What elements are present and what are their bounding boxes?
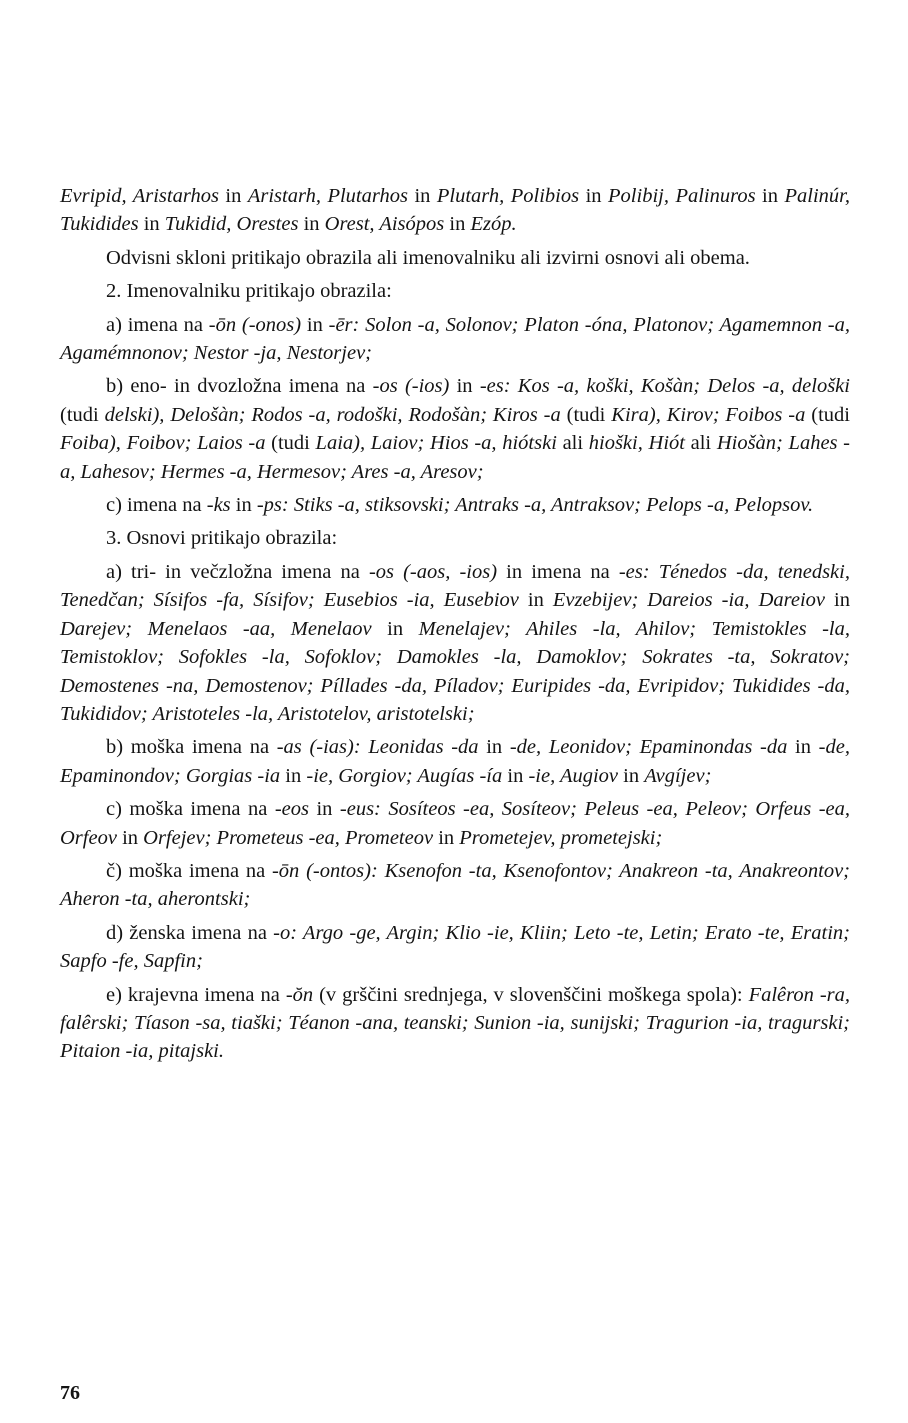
paragraph <box>60 182 850 239</box>
text-run: č) moška imena na <box>106 859 272 882</box>
italic-term: Palinúr, Tukidides <box>60 185 850 236</box>
text-run: (tudi <box>265 432 316 455</box>
italic-term: Prometejev, prometejski; <box>459 826 663 849</box>
paragraph <box>60 857 850 914</box>
text-run: in <box>579 185 609 207</box>
paragraph <box>60 372 850 486</box>
text-run: in <box>308 798 340 821</box>
text-run: in <box>518 589 553 612</box>
text-run: c) imena na <box>106 494 207 517</box>
paragraph <box>60 244 850 272</box>
italic-term: -eus: Sosíteos -ea, Sosíteov; Peleus -ea, Peleov; Orfeus -ea, Orfeov <box>60 798 850 849</box>
text-run: (tudi <box>60 403 105 426</box>
text-run: in <box>755 185 785 207</box>
text-run: a) imena na <box>106 313 209 336</box>
text-run: in <box>502 764 529 787</box>
italic-term: Plutarh, Polibios <box>436 185 580 207</box>
text-run: d) ženska imena na <box>106 921 274 944</box>
text-run: Odvisni skloni pritikajo obrazila ali imenovalniku ali izvirni osnovi ali obema. <box>106 246 750 269</box>
text-run: in <box>230 494 257 517</box>
text-run: b) moška imena na <box>106 736 277 759</box>
text-run: in <box>618 764 645 787</box>
italic-term: -os (-aos, -ios) <box>368 560 498 583</box>
text-run: 3. Osnovi pritikajo obrazila: <box>106 527 338 550</box>
italic-term: -ie, Augiov <box>528 764 619 787</box>
paragraph <box>60 795 850 852</box>
italic-term: -ōn (-ontos): Ksenofon -ta, Ksenofontov; Anakreon -ta, Anakreontov; Aheron -ta, aherontski; <box>60 859 851 911</box>
italic-term: -ps: Stiks -a, stiksovski; Antraks -a, Antraksov; Pelops -a, Pelopsov. <box>256 494 814 517</box>
italic-term: -as (-ias): Leonidas -da <box>276 736 479 759</box>
text-run: in <box>116 826 144 849</box>
italic-term: Laia), Laiov; Hios -a, hiótski <box>315 432 557 455</box>
text-run: in <box>787 736 819 759</box>
text-run: 2. Imenovalniku pritikajo obrazila: <box>106 280 392 303</box>
text-run: in <box>444 213 471 236</box>
text-run: in <box>478 736 510 759</box>
text-run: (tudi <box>560 403 612 426</box>
italic-term: Falêron -ra, falêrski; Tíason -sa, tiaški; Téanon -ana, teanski; Sunion -ia, sunijski; Tragurion -ia, tragurski; Pitaion -ia, pitajski. <box>60 983 851 1063</box>
text-run: in <box>433 826 460 849</box>
italic-term: Avgíjev; <box>644 764 712 787</box>
text-run: in <box>371 617 419 640</box>
paragraph <box>60 558 850 728</box>
italic-term: -es: Kos -a, koški, Košàn; Delos -a, deloški <box>479 375 850 398</box>
text-run: e) krajevna imena na <box>106 983 286 1006</box>
italic-term: delski), Delošàn; Rodos -a, rodoški, Rodošàn; Kiros -a <box>104 403 561 426</box>
paragraph <box>60 524 850 552</box>
italic-term: Hiošàn; Lahes -a, Lahesov; Hermes -a, Hermesov; Ares -a, Aresov; <box>60 432 851 483</box>
text-run: in <box>449 375 480 398</box>
text-run: in <box>407 185 437 207</box>
italic-term: -o: Argo -ge, Argin; Klio -ie, Kliin; Leto -te, Letin; Erato -te, Eratin; Sapfo -fe, Sapfin; <box>60 921 850 973</box>
italic-term: -ŏn <box>285 983 314 1006</box>
italic-term: Kira), Kirov; Foibos -a <box>611 403 806 426</box>
italic-term: -os (-ios) <box>372 375 450 398</box>
italic-term: Ezóp. <box>470 213 517 236</box>
italic-term: -ie, Gorgiov; Augías -ía <box>306 764 503 787</box>
paragraph <box>60 491 850 519</box>
text-run: in <box>298 213 325 236</box>
page-number: 76 <box>60 1382 80 1404</box>
text-run: a) tri- in večzložna imena na <box>106 560 369 583</box>
paragraph <box>60 981 850 1066</box>
paragraph <box>60 277 850 305</box>
text-run: ali <box>556 432 589 455</box>
text-run: in <box>218 185 248 207</box>
paragraph <box>60 919 850 976</box>
italic-term: Menelajev; Ahiles -la, Ahilov; Temistokles -la, Temistoklov; Sofokles -la, Sofoklov; Damokles -la, Damoklov; Sokrates -ta, Sokratov; Demostenes -na, Demostenov; Píllades -da, Píladov; Euripides -da, Evripidov; Tukidides -da, Tukididov; Aristoteles -la, Aristotelov, aristotelski; <box>60 617 850 725</box>
italic-term: Polibij, Palinuros <box>608 185 756 207</box>
italic-term: -ōn (-onos) <box>208 313 302 336</box>
italic-term: Aristarh, Plutarhos <box>247 185 408 207</box>
italic-term: -eos <box>274 798 309 821</box>
text-run: in imena na <box>497 560 619 583</box>
body-text <box>60 182 850 1071</box>
italic-term: Foiba), Foibov; Laios -a <box>60 432 266 455</box>
text-run: ali <box>684 432 717 455</box>
italic-term: Orfejev; Prometeus -ea, Prometeov <box>143 826 434 849</box>
paragraph <box>60 733 850 790</box>
italic-term: Orest, Aisópos <box>324 213 445 236</box>
text-run: in <box>280 764 307 787</box>
text-run: b) eno- in dvozložna imena na <box>106 375 373 398</box>
italic-term: Tukidid, Orestes <box>164 213 299 236</box>
text-run: c) moška imena na <box>106 798 275 821</box>
italic-term: -ēr: Solon -a, Solonov; Platon -óna, Platonov; Agamemnon -a, Agamémnonov; Nestor -ja, Nestorjev; <box>60 313 850 365</box>
italic-term: Evripid, Aristarhos <box>60 185 219 207</box>
italic-term: -es: Ténedos -da, tenedski, Tenedčan; Sísifos -fa, Sísifov; Eusebios -ia, Eusebiov <box>60 560 850 612</box>
text-run: (v grščini srednjega, v slovenščini moškega spola): <box>313 983 749 1006</box>
text-run: (tudi <box>805 403 851 426</box>
text-run: in <box>825 589 850 612</box>
italic-term: hioški, Hiót <box>588 432 685 455</box>
italic-term: Darejev; Menelaos -aa, Menelaov <box>60 617 372 640</box>
italic-term: -de, Epaminondov; Gorgias -ia <box>60 736 850 787</box>
text-run: in <box>301 313 329 336</box>
italic-term: Evzebijev; Dareios -ia, Dareiov <box>552 589 825 612</box>
text-run: in <box>138 213 165 236</box>
paragraph <box>60 311 850 368</box>
italic-term: -de, Leonidov; Epaminondas -da <box>509 736 788 759</box>
italic-term: -ks <box>206 494 231 517</box>
